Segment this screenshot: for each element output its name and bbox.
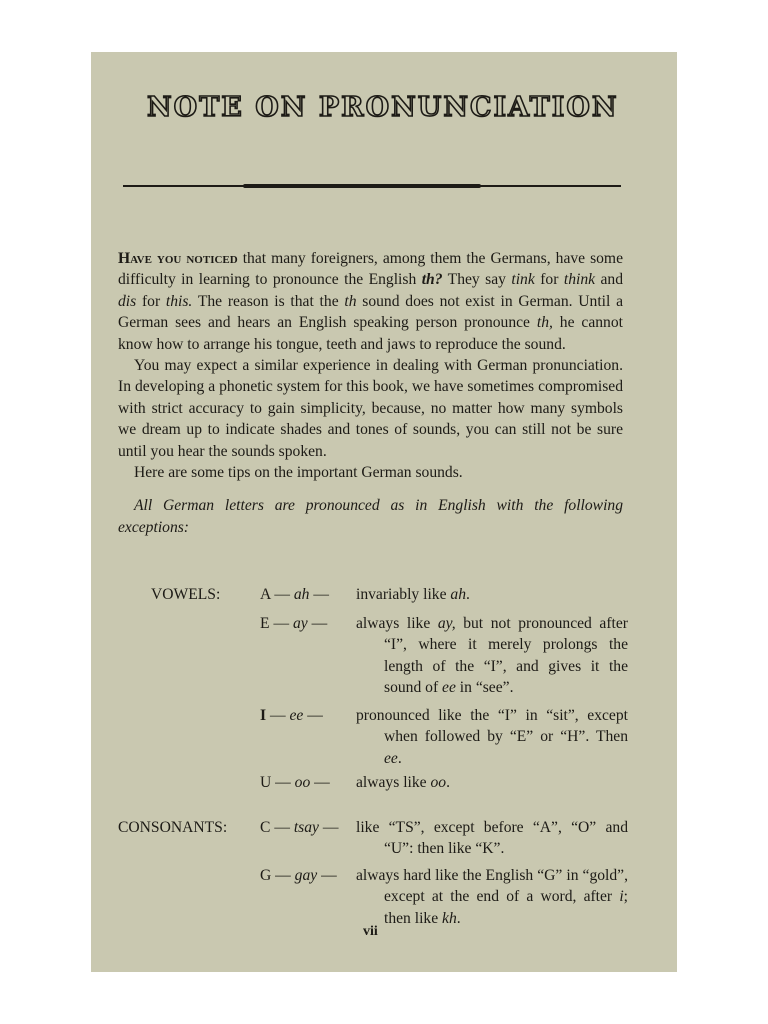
italic-run: dis — [118, 292, 137, 310]
entry-description: always like ay, but not pronounced after “I”, where it merely prolongs the length of the “I”, and gives it the sound of ee in “see”. — [356, 615, 628, 697]
book-page — [91, 52, 677, 972]
italic-run: tink — [511, 271, 535, 289]
entry-description: like “TS”, except before “A”, “O” and “U”: then like “K”. — [356, 819, 628, 858]
text-run: for — [136, 292, 166, 310]
italic-run: th — [344, 292, 357, 310]
text-run: he cannot know how to arrange his tongue, teeth and jaws to reproduce the sound. — [118, 314, 623, 353]
entry-description: always hard like the English “G” in “gold”, except at the end of a word, after i; then like kh. — [356, 867, 628, 927]
title-rule — [123, 185, 621, 187]
entry-letter: C — tsay — — [260, 819, 339, 836]
italic-run: th, — [536, 314, 553, 332]
entry-letter: G — gay — — [260, 867, 337, 884]
entry-letter: U — oo — — [260, 774, 330, 791]
entry-description: always like oo. — [356, 774, 450, 791]
page-title: NOTE ON PRONUNCIATION — [147, 92, 619, 123]
lead-in: Have you noticed — [118, 250, 238, 267]
italic-run: this. — [165, 292, 193, 310]
consonant-row-c — [260, 817, 628, 860]
italic-run: th? — [421, 271, 443, 289]
page-number: vii — [363, 924, 378, 939]
vowels-label: VOWELS: — [151, 586, 221, 603]
text-run: for — [534, 271, 564, 289]
vowel-row-a — [260, 584, 628, 605]
vowel-row-e — [260, 613, 628, 699]
vowel-row-i — [260, 705, 628, 769]
entry-letter: E — ay — — [260, 615, 328, 632]
body-text — [118, 248, 623, 538]
text-run: that many foreigners, among them the Germans, have some difficulty in learning to pronounce the English — [118, 250, 623, 289]
text-run: sound does not exist in German. Until a German sees and hears an English speaking person pronounce — [118, 292, 623, 332]
italic-run: think — [563, 271, 596, 289]
entry-description: pronounced like the “I” in “sit”, except when followed by “E” or “H”. Then ee. — [356, 707, 628, 767]
paragraph-3: Here are some tips on the important German sounds. — [134, 464, 463, 482]
text-run: and — [595, 271, 624, 289]
vowel-row-u — [260, 772, 628, 793]
entry-letter: A — ah — — [260, 586, 329, 603]
paragraph-1 — [118, 248, 623, 355]
consonants-label: CONSONANTS: — [118, 819, 228, 836]
text-run: The reason is that the — [192, 292, 345, 310]
entry-description: invariably like ah. — [356, 586, 470, 603]
exceptions-intro: All German letters are pronounced as in English with the following exceptions: — [118, 497, 623, 536]
entry-letter: I — ee — — [260, 707, 323, 724]
consonant-row-g — [260, 865, 628, 929]
text-run: They say — [442, 271, 512, 289]
paragraph-2: You may expect a similar experience in dealing with German pronunciation. In developing a phonetic system for this book, we have sometimes compromised with strict accuracy to gain simplicity, because, no matter how many symbols we dream up to indicate shades and tones of sounds, you can still not be sure until you hear the sounds spoken. — [118, 357, 623, 460]
